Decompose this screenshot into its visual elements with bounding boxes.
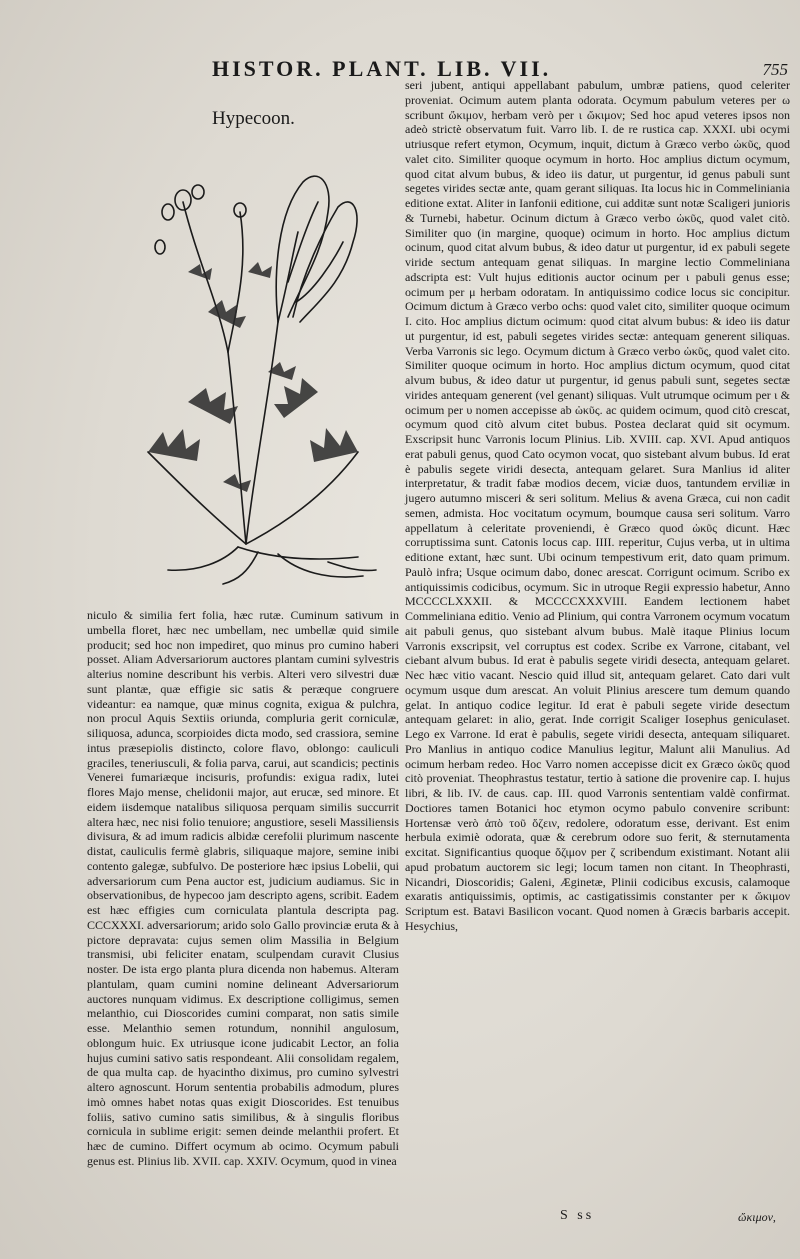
signature-mark: S ss [560,1208,595,1223]
plant-title: Hypecoon. [212,108,295,129]
left-column-text: niculo & similia fert folia, hæc rutæ. Cuminum sativum in umbella floret, hæc nec umbellam, nec umbellæ quid simile producit; sed hoc non impediret, quo minus pro cumino haberi posset. Aliam Adversariorum auctores plantam cumini sylvestris alterius nomine describunt his verbis. Alteri vero silvestri duæ sunt plantæ, quæ effigie sic satis & peræque congruere videantur: ea namque, quæ minus cognita, exigua & pulchra, non procul Aquis Sextiis oriunda, compluria gerit corniculæ, siliquosa, adunca, scorpioides dicta modo, sed crassiora, semine intus præsepiolis distincto, colore flavo, oblongo: cauliculi graciles, teneriusculi, & folia parva, carui, aut scandicis; pectinis Venerei fumariæque incisuris, profundis: exigua radix, lutei flores Majo mense, chelidonii major, aut erucæ, sed minore. Et eidem iisdemque natalibus siliquosa perquam similis succurrit altera hæc, nec nisi folio tenuiore; angustiore, seseli Massiliensis divisura, & ad imum radicis albidæ cerefolii plurimum nascente distat, cauliculis fermè glabris, siliquaque majore, semine inibi contento galegæ, subfulvo. De posteriore hæc ipsius Lobelii, qui adversariorum cum Pena auctor est, judicium audiamus. Sic in observationibus, de hypecoo jam descripto agens, scribit. Eadem est hæc effigies cum corniculata plantula descripta pag. CCCXXXI. adversariorum; arido solo Gallo provinciæ eruta & à pictore depravata: cujus semen olim Massilia in Belgium transmisi, ubi feliciter enatam, sculpendam curavit Clusius noster. De ista ergo planta plura dicenda non habemus. Alteram plantulam, quam cumini nomine delineant Adversariorum auctores nunquam vidimus. Ex descriptione colligimus, semen melanthio, cui Dioscorides cumini comparat, non satis simile esse. Melanthio semen rotundum, nonnihil angulosum, oblongum huic. Ex utriusque icone judicabit Lector, an folia hujus cumini sativo satis respondeant. Alii consolidam regalem, de qua multa cap. de hyacintho diximus, pro cumino sylvestri altero agnoscunt. Horum sententia probabilis admodum, plures imò omnes habet notas quas exigit Dioscorides. Est tenuibus foliis, sativo cumino satis similibus, & à singulis floribus cornicula in sublime erigit: semen deinde melanthii profert. Et hæc de cumino. Differt ocymum ab ocimo. Ocymum pabuli genus est. Plinius lib. XVII. cap. XXIV. Ocymum, quod in vinea [87,608,399,1168]
running-head: HISTOR. PLANT. LIB. VII. [212,56,552,81]
right-column-text: seri jubent, antiqui appellabant pabulum, umbræ patiens, quod celeriter proveniat. Ocimum autem planta odorata. Ocymum pabulum veteres per ω scribunt ὤκιμον, herbam verò per ι ὤκιμον; Sed hoc apud veteres ipsos non adeò strictè observatum fuit. Varro lib. I. de re rustica cap. XXXI. ubi ocymi utriusque refert etymon, Ocymum, inquit, dictum à Græco verbo ὠκῦς, quod valet cito. Similiter quoque ocymum in horto. Hoc amplius dictum ocymum, quod citat alvum bubus, & ideo iis datur, ut purgentur, id genus pabuli sunt segetes virides sectæ ante, quam gerant siliquas. Ita locus hic in Commeliniania editione extat. Aliter in Ianfonii editione, cui additæ sunt notæ Scaligeri junioris & Turnebi, habetur. Ocinum dictum à Græco verbo ὠκῦς, quod valet citò. Similiter quo (in margine, quoque) ocimum in horto. Hoc amplius dictum ocinum, quod citat alvum bubus, & ideo datur ut purgentur, id ex pabuli segete viride sectum antequam genat siliquas. In margine lectio Commeliniana adscripta est: Vult hujus editionis auctor ocinum per ι pabuli genus esse; ocimum per μ herbam odoratam. In antiquissimo codice locus sic concipitur. Ocimum dictum à Græco verbo ochs: quod valet cito, similiter quoque ocimum I. cito. Hoc amplius dictum ocimum: quod citat alvum bubus: & ideo iis datur ut purgentur, id est, pabuli segetes virides sectæ: antequam generent siliquas. Verba Varronis sic lego. Ocymum dictum à Græco verbo ὠκῦς, quod valet cito. Similiter quoque ocimum in horto. Hoc amplius dictum ocymum, quod citat alvum bubus, & ideo datur ut purgentur, id genus pabuli sunt, segetes sectæ virides antequam generent (vel genant) siliquas. Vult utrumque ocimum per ι & ocimum per υ nomen accepisse ab ὠκῦς. ac quidem ocimum, quod citò crescat, ocymum quod citò alvum citet bubus. Postea declarat quid sit ocymum. Exscripsit hunc Varronis locum Plinius. Lib. XVIII. cap. XVI. Apud antiquos erat pabuli genus, quod Cato ocymon vocat, quo sistebant alvum bubus. Id erat è pabulis segete viridi desecta, antequam gelaret. Sura Manlius id aliter interpretatur, & tradit fabæ modios decem, viciæ duos, tantundem erviliæ in jugero autumno misceri & seri solitum. Melius & avena Græca, cui non cadit semen, admista. Hoc vocitatum ocymum, boumque causa seri solitum. Varro appellatum à celeritate proveniendi, è Græco quod ὠκῦς dicunt. Hæc corruptissima sunt. Catonis locus cap. IIII. reperitur, Cujus verba, ut in ultima editione extant, hæc sunt. Ubi ocinum tempestivum erit, dato quam primum. Paulò infra; Usque ocimum dabo, donec arescat. Corrigunt ocimum. Scribo ex antiquissimis codicibus, ocymum. Sic in utroque Regii expressio habetur, Anno MCCCCLXXXII. & MCCCCXXXVIII. Eandem lectionem habet Commeliniana editio. Venio ad Plinium, qui contra Varronem ocymum vocatum ait pabuli genus, quo sistebant alvum bubus. Malè itaque Plinius locum Varronis exscripsit, vel corruptus est codex. Scribe ex Varrone, citabant, vel ciebant alvum bubus. Id erat è pabulis segete viridi desecta, antequam gelaret. Nec hæc vitio vacant. Nescio quid illud sit, antequam gelaret. Cato dari vult ocymum usque dum arescat. An voluit Plinius arescere tum demum quando gelat. In antiquo codice legitur. Id erat è pabuli segete viride desectum antequam gelaret: in alio, gerat. Inde corrigit Scaliger Iosephus geniculaset. Lego ex Varrone. Id erat è pabulis, segete viridi desecta, antequam siliquaret. Pro Manlius in antiquo codice Manulius legitur, Malunt alii Manulius. Ad ocimum herbam redeo. Hoc Varro nomen accepisse dicit ex Græco ὠκῦς quod citò proveniat. Theophrastus testatur, tertio à satione die provenire cap. I. hujus libri, & lib. IV. de caus. cap. III. quod Varronis sententiam valdè confirmat. Doctiores tamen Botanici hoc etymon ocymo pabulo convenire scribunt: Hortensæ verò ἀπὸ τοῦ ὄζειν, redolere, odoratum esse, derivant. Est enim herbula eximiè odorata, quæ & cerebrum odore suo ferit, & sternutamenta excitat. Significantius quoque ὄζιμον per ζ scribendum existimant. Notant alii apud probatum auctorem sic legi; locum tamen non citant. In Theophrasti, Nicandri, Dioscoridis; Galeni, Æginetæ, Plinii codicibus excusis, calamoque exaratis antiquissimis, optimis, ac castigatissimis constanter per κ ὤκιμον Scriptum est. Batavi Basilicon vocant. Quod nomen à Græcis barbaris accepit. Hesychius, [405,78,790,933]
right-text-column [405,78,790,934]
left-text-column [87,608,399,1169]
page-number: 755 [762,60,788,79]
hypecoon-woodcut-illustration [128,152,383,592]
catchword: ὤκιμον, [738,1210,776,1224]
